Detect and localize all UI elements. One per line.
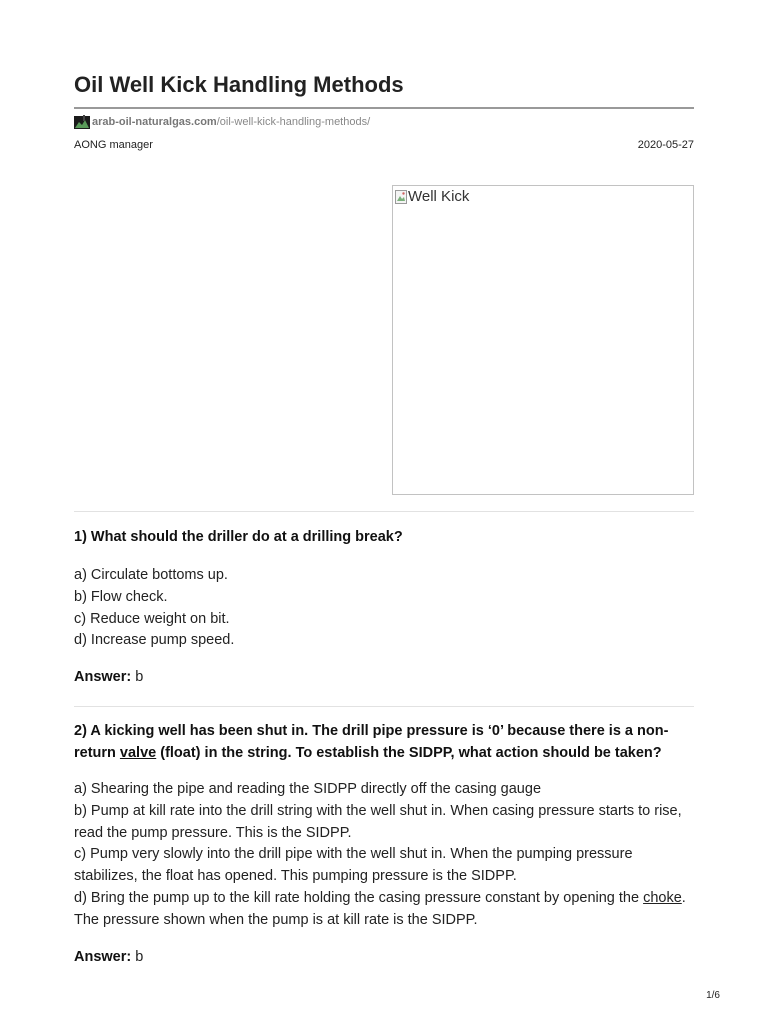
answer-label: Answer: [74,949,132,965]
broken-image-icon [395,190,407,204]
answer-value: b [135,669,144,685]
question-2-options [74,779,694,932]
publish-date: 2020-05-27 [637,139,694,151]
option-d-text-b: . The pressure shown when the pump is at kill rate is the SIDPP. [74,889,686,928]
section-divider [74,511,694,512]
image-alt-text [395,188,469,205]
option-d: d) Increase pump speed. [74,632,235,649]
title-divider [74,107,694,109]
option-d-text-a: d) Bring the pump up to the kill rate holding the casing pressure constant by opening the [74,889,644,906]
well-kick-image [392,185,694,495]
site-favicon-icon [74,114,90,130]
source-link[interactable] [74,114,370,130]
option-b: b) Pump at kill rate into the drill string with the well shut in. When casing pressure starts to rise, read the pump pressure. This is the SIDPP. [74,802,682,841]
valve-link[interactable]: valve [119,745,157,761]
question-2-text-a: 2) A kicking well has been shut in. The drill pipe pressure is ‘0’ because there is a non-return [74,723,669,761]
option-b: b) Flow check. [74,588,168,605]
source-domain: arab-oil-naturalgas.com [92,116,217,128]
source-path: /oil-well-kick-handling-methods/ [216,116,371,128]
question-2 [74,720,694,764]
answer-label: Answer: [74,669,132,685]
page-number: 1/6 [706,990,720,1001]
option-d [74,888,694,932]
question-2-text-b: (float) in the string. To establish the SIDPP, what action should be taken? [156,745,662,761]
question-2-answer [74,946,143,968]
option-c: c) Reduce weight on bit. [74,610,230,627]
option-c: c) Pump very slowly into the drill pipe with the well shut in. When the pumping pressure stabilizes, the float has opened. This pumping pressure is the SIDPP. [74,846,633,885]
answer-value: b [135,949,144,965]
question-1-options [74,565,694,652]
option-a: a) Circulate bottoms up. [74,567,228,583]
question-1-answer [74,666,143,688]
section-divider [74,706,694,707]
question-1: 1) What should the driller do at a drilling break? [74,529,403,545]
author-name: AONG manager [74,139,153,151]
article-title: Oil Well Kick Handling Methods [74,72,404,97]
option-a: a) Shearing the pipe and reading the SIDPP directly off the casing gauge [74,781,542,797]
choke-link[interactable]: choke [643,889,682,906]
image-alt-label: Well Kick [408,188,470,205]
